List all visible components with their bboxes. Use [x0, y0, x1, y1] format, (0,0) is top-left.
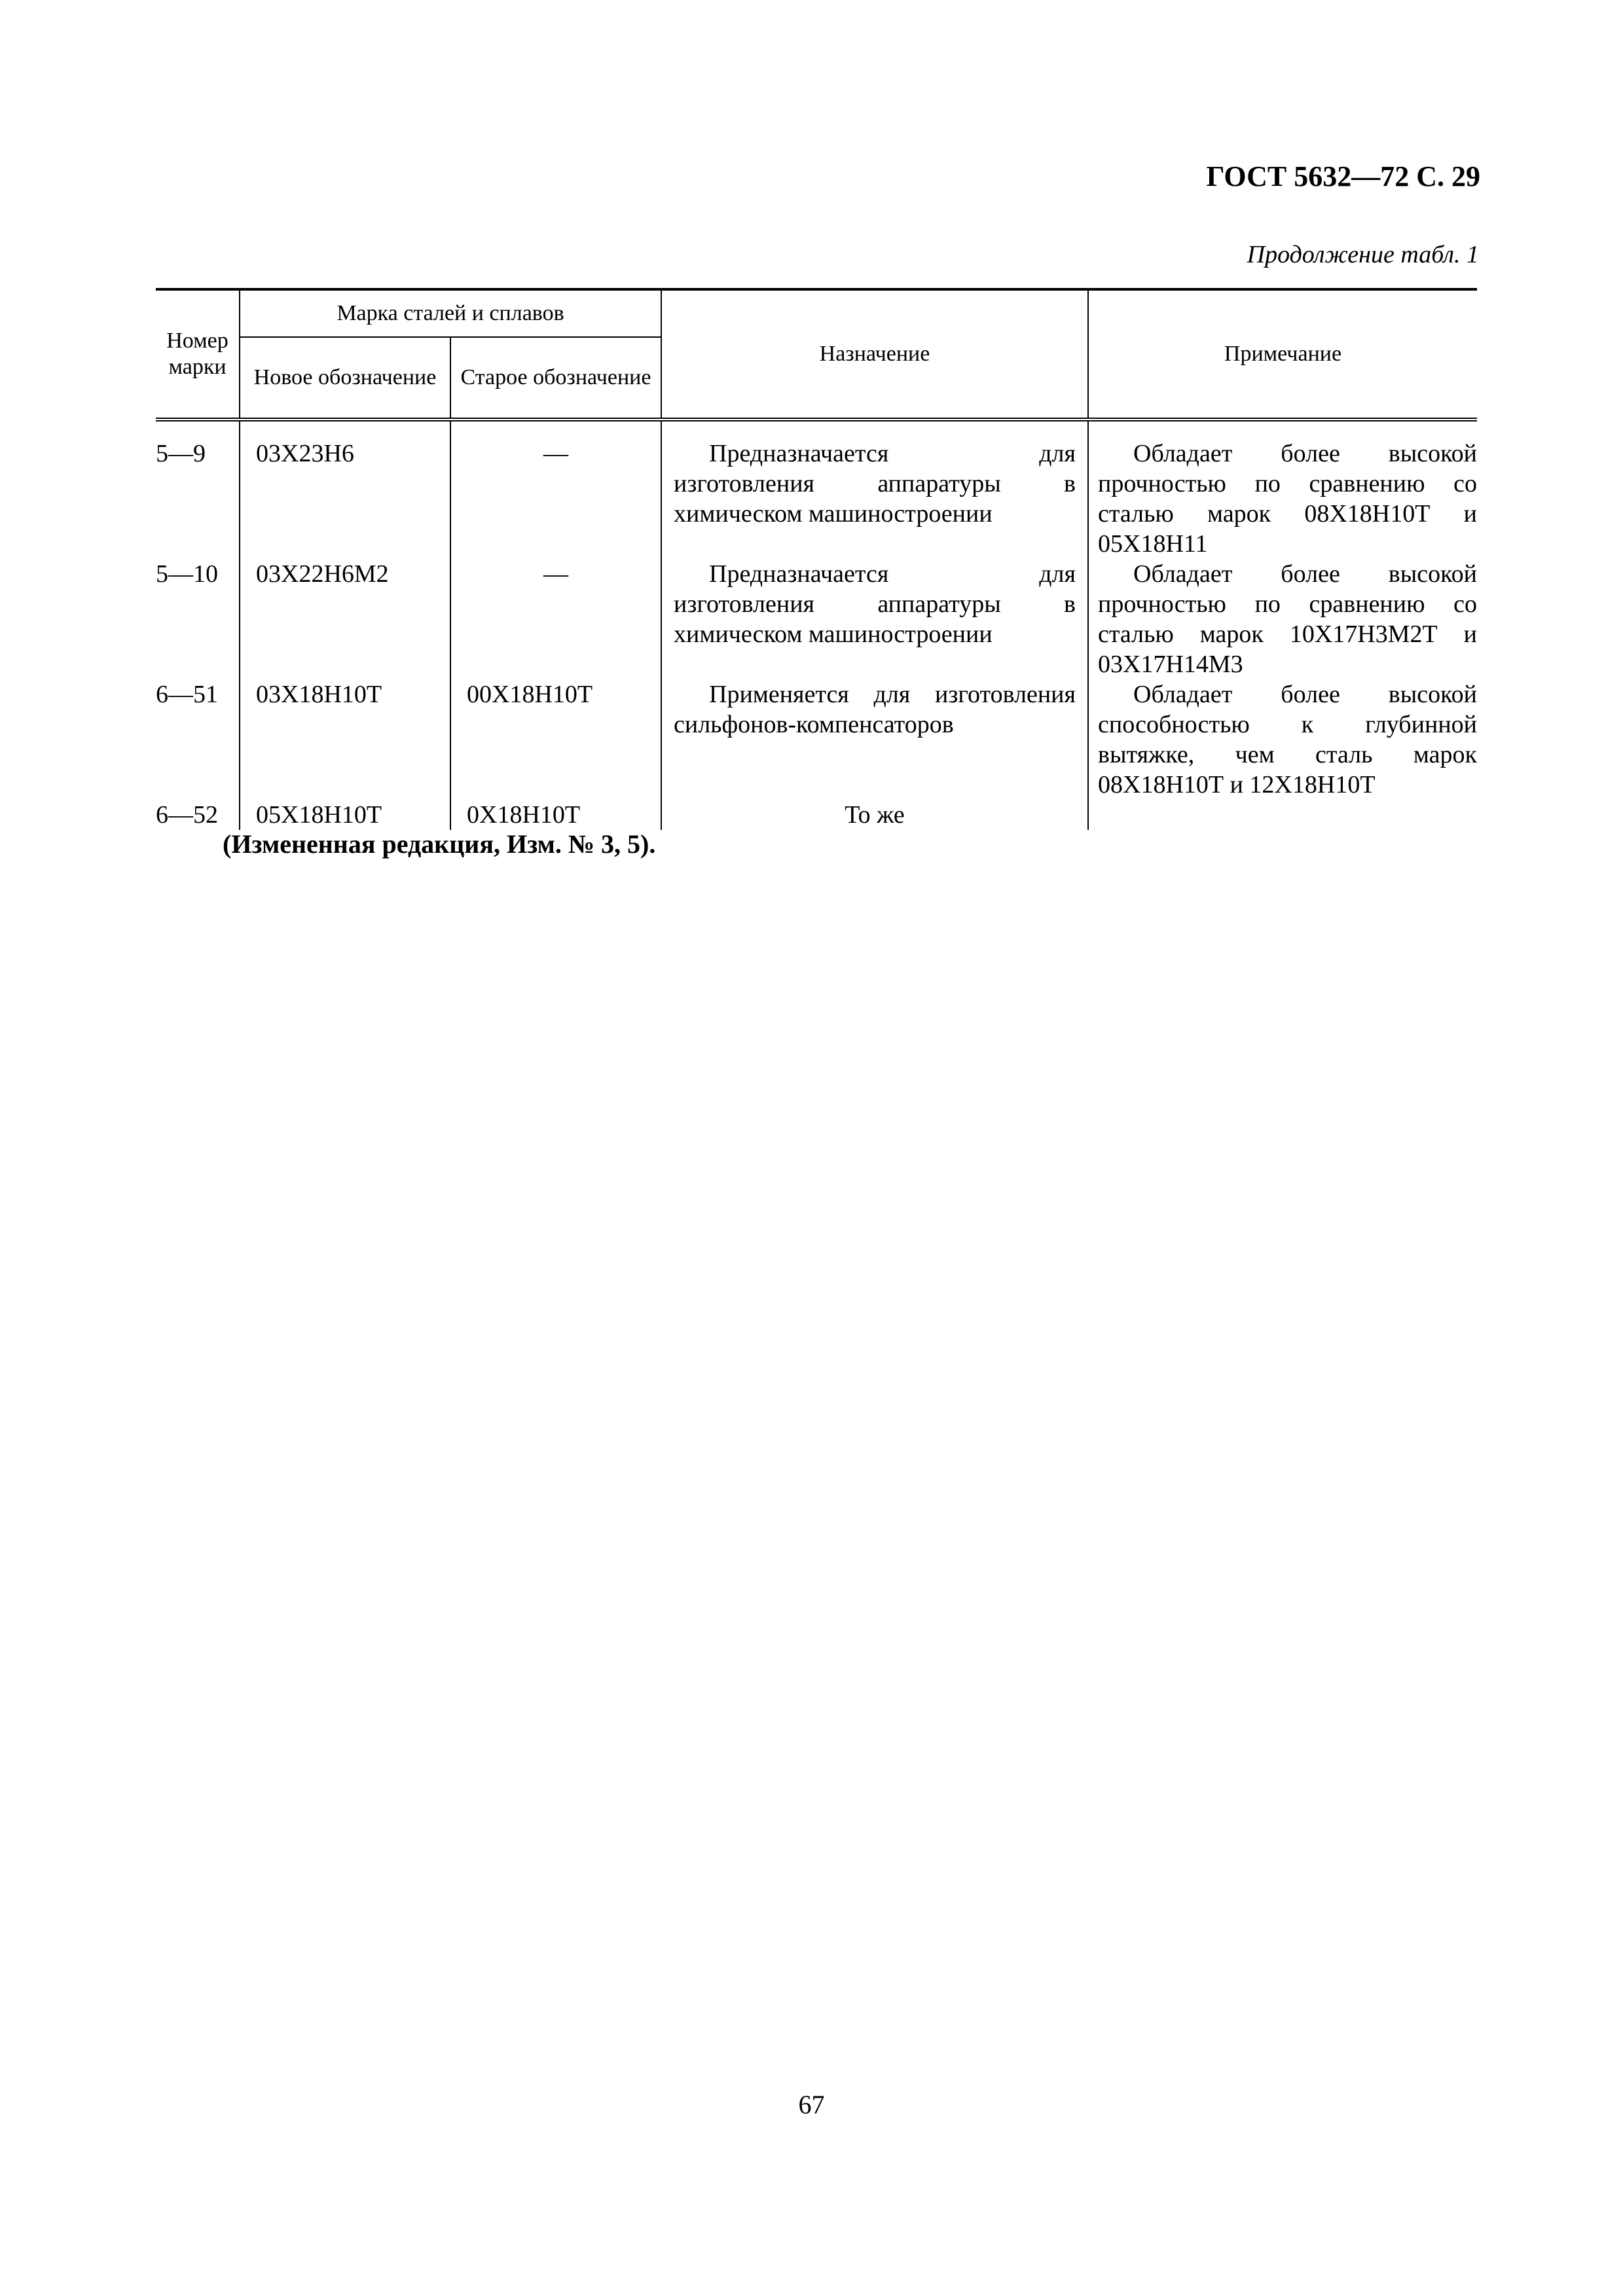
cell-note	[1088, 679, 1477, 800]
amendment-note: (Измененная редакция, Изм. № 3, 5).	[223, 829, 656, 859]
cell-purpose: То же	[661, 800, 1088, 830]
table-row	[156, 559, 1477, 679]
cell-purpose-text: Предназначается для изготовления аппаратуры в химическом машиностроении	[674, 440, 1076, 528]
cell-purpose	[661, 559, 1088, 679]
header-new-designation: Новое обозначение	[240, 337, 450, 420]
steel-grades-table	[156, 288, 1477, 830]
cell-old-designation: —	[450, 420, 661, 559]
page-number: 67	[798, 2090, 825, 2119]
header-grade-group: Марка сталей и сплавов	[240, 289, 661, 337]
header-old-designation: Старое обозначение	[450, 337, 661, 420]
table-row	[156, 800, 1477, 830]
cell-purpose-text: Применяется для изготовления сильфонов-компенсаторов	[674, 681, 1076, 738]
header-note: Примечание	[1088, 289, 1477, 420]
header-purpose: Назначение	[661, 289, 1088, 420]
cell-purpose-text: Предназначается для изготовления аппаратуры в химическом машиностроении	[674, 560, 1076, 648]
table-row	[156, 420, 1477, 559]
cell-purpose	[661, 420, 1088, 559]
cell-note-text: Обладает более высокой прочностью по сравнению со сталью марок 08Х18Н10Т и 05Х18Н11	[1098, 440, 1477, 558]
cell-new-designation: 03Х23Н6	[240, 420, 450, 559]
cell-old-designation: 00Х18Н10Т	[450, 679, 661, 800]
cell-number: 6—51	[156, 679, 240, 800]
cell-new-designation: 03Х18Н10Т	[240, 679, 450, 800]
table-body	[156, 420, 1477, 830]
cell-note-text: Обладает более высокой прочностью по сравнению со сталью марок 10Х17Н3М2Т и 03Х17Н14М3	[1098, 560, 1477, 678]
table-continuation-label: Продолжение табл. 1	[1247, 241, 1479, 268]
cell-number: 5—9	[156, 420, 240, 559]
cell-purpose	[661, 679, 1088, 800]
cell-note	[1088, 420, 1477, 559]
cell-note-text: Обладает более высокой способностью к глубинной вытяжке, чем сталь марок 08Х18Н10Т и 12Х18Н10Т	[1098, 681, 1477, 798]
table-row	[156, 679, 1477, 800]
cell-number: 6—52	[156, 800, 240, 830]
document-header-title: ГОСТ 5632—72 С. 29	[1206, 160, 1480, 192]
cell-new-designation: 05Х18Н10Т	[240, 800, 450, 830]
cell-new-designation: 03Х22Н6М2	[240, 559, 450, 679]
cell-old-designation: 0Х18Н10Т	[450, 800, 661, 830]
cell-note	[1088, 800, 1477, 830]
header-number: Номер марки	[156, 289, 240, 420]
cell-note	[1088, 559, 1477, 679]
table-header	[156, 289, 1477, 420]
cell-number: 5—10	[156, 559, 240, 679]
cell-old-designation: —	[450, 559, 661, 679]
